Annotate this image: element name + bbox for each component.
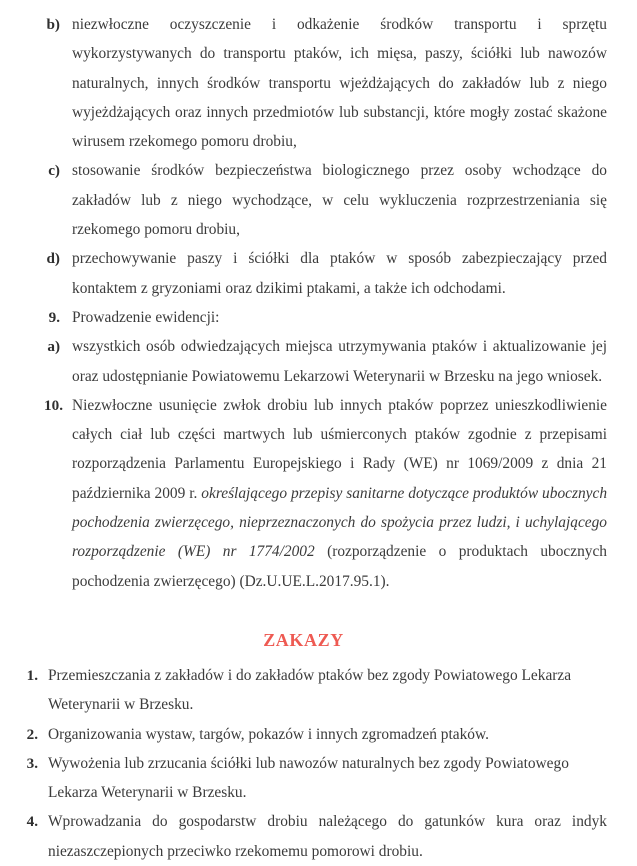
item-ten-italic-citation: określającego przepisy sanitarne dotyczące produktów ubocznych pochodzenia zwierzęcego, nieprzeznaczonych do spożycia przez ludzi, i uchylającego rozporządzenie (WE) nr 1774/2002 [72, 484, 608, 561]
list-item [0, 332, 607, 391]
list-item-ten-text [72, 391, 607, 596]
list-marker: 2. [26, 725, 38, 743]
list-marker: 3. [26, 754, 38, 772]
list-item-text: stosowanie środków bezpieczeństwa biologicznego przez osoby wchodzące do zakładów lub z niego wychodzące, w celu wykluczenia rozprzestrzeniania się rzekomego pomoru drobiu, [72, 162, 607, 239]
list-marker: c) [48, 162, 60, 180]
prohibition-item [0, 720, 607, 749]
list-item [0, 244, 607, 303]
item-ten-part-two: (rozporządzenie o produktach ubocznych pochodzenia zwierzęcego) (Dz.U.UE.L.2017.95.1). [72, 543, 607, 590]
item-ten-part-one: Niezwłoczne usunięcie zwłok drobiu lub innych ptaków poprzez unieszkodliwienie całych ciał lub części martwych lub uśmierconych ptaków zgodnie z przepisami rozporządzenia Parlamentu Europejskiego i Rady (WE) nr 1069/2009 z dnia 21 października 2009 r. [72, 396, 607, 502]
prohibition-item [0, 807, 607, 866]
list-item-text: wszystkich osób odwiedzających miejsca utrzymywania ptaków i aktualizowanie jej oraz udostępnianie Powiatowemu Lekarzowi Weterynarii w Brzesku na jego wniosek. [72, 338, 607, 385]
list-marker: d) [46, 250, 60, 268]
list-marker: 10. [44, 396, 63, 414]
prohibition-item-text: Wywożenia lub zrzucania ściółki lub nawozów naturalnych bez zgody Powiatowego Lekarza Weterynarii w Brzesku. [48, 754, 569, 802]
list-marker: 1. [26, 666, 38, 684]
prohibition-item-text: Przemieszczania z zakładów i do zakładów ptaków bez zgody Powiatowego Lekarza Weterynarii w Brzesku. [48, 666, 572, 714]
prohibition-item [0, 661, 607, 720]
list-item [0, 156, 607, 244]
list-item [0, 303, 607, 332]
heading-spacer [0, 596, 607, 629]
list-item-text: niezwłoczne oczyszczenie i odkażenie środków transportu i sprzętu wykorzystywanych do transportu ptaków, ich mięsa, paszy, ściółki lub nawozów naturalnych, innych środków transportu wjeżdżających do zakładów lub z niego wyjeżdżających oraz innych przedmiotów lub substancji, które mogły zostać skażone wirusem rzekomego pomoru drobiu, [72, 16, 607, 151]
list-marker: a) [47, 338, 60, 356]
list-marker: 4. [26, 813, 38, 831]
list-item-ten [0, 391, 607, 596]
list-marker: 9. [48, 308, 60, 326]
list-marker: b) [46, 16, 60, 33]
prohibition-item-text: Wprowadzania do gospodarstw drobiu należącego do gatunków kura oraz indyk niezaszczepionych przeciwko rzekomemu pomorowi drobiu. [48, 813, 607, 860]
list-item [0, 10, 607, 156]
prohibition-item-text: Organizowania wystaw, targów, pokazów i innych zgromadzeń ptaków. [48, 725, 489, 743]
page-title: ZAKAZY [263, 629, 344, 650]
list-item-text: Prowadzenie ewidencji: [72, 308, 220, 326]
heading-spacer-bottom [0, 651, 607, 661]
list-item-text: przechowywanie paszy i ściółki dla ptaków w sposób zabezpieczający przed kontaktem z gryzoniami oraz dzikimi ptakami, a także ich odchodami. [72, 250, 607, 297]
